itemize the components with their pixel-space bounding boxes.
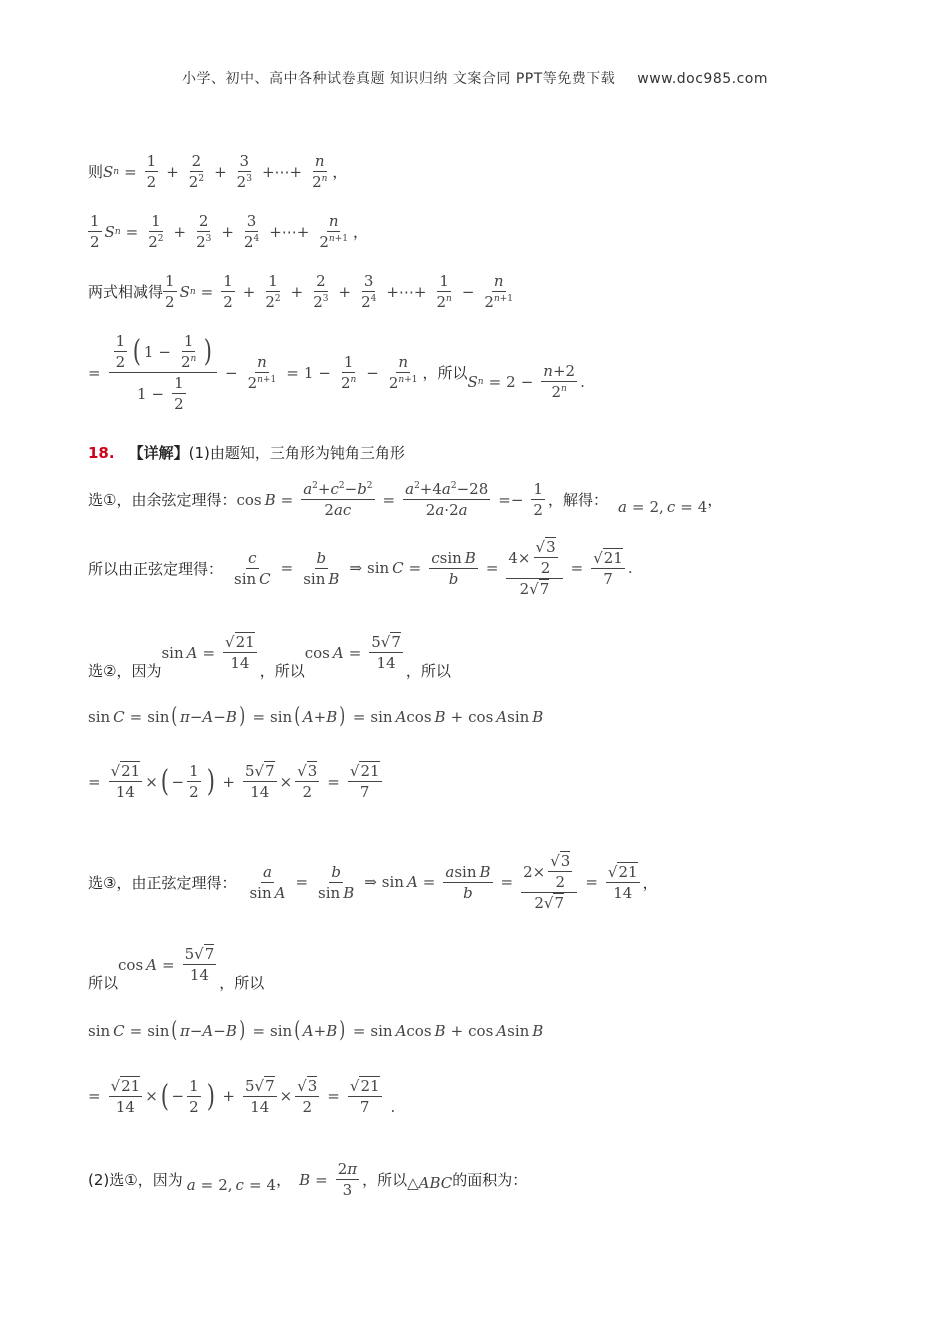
geometric-sum-formula: = $\frac{1}{2}$ ( 1 − $\frac{1}{2^n}$ ) 1 − $\frac{1}{2}$ − $\frac{n}{2^{n+1}}$ = 1 − $\frac{1}{2^n}$ − $\frac{n}{2^{n+1}}$ xyxy=(88,332,418,413)
part2-b-formula: B = $\frac{2\pi}{3}$ xyxy=(299,1160,358,1199)
liangshi-text: 两式相减得 xyxy=(88,283,164,301)
sinc-value-formula-1: = $\frac{√21}{14}$ × ( − $\frac{1}{2}$ ) + $\frac{5√7}{14}$ × $\frac{√3}{2}$ = $\frac{√21}{7}$ xyxy=(88,762,380,801)
xuan1-text-a: 选①，由余弦定理得： xyxy=(88,491,237,509)
sinc-expansion-formula-2: sin C = sin ( π − A − B ) = sin ( A + B ) = sin A cos B + cos A sin B xyxy=(88,1018,544,1043)
q18-number: 18. xyxy=(88,443,115,462)
xuan3-text-a: 选③，由正弦定理得： xyxy=(88,873,237,892)
sinc-value-line-2 xyxy=(88,1076,395,1116)
sn-definition-line xyxy=(88,152,347,191)
sinc-expansion-formula-1: sin C = sin ( π − A − B ) = sin ( A + B ) = sin A cos B + cos A sin B xyxy=(88,704,544,729)
cosa-formula-3: cos A = $\frac{5√7}{14}$ xyxy=(118,945,215,984)
suoyi-comma-text: ，所以 xyxy=(259,662,305,680)
sinc-value-line-1 xyxy=(88,762,385,801)
sine-law-formula-1: $\frac{c}{\text{sin C}}$ = $\frac{b}{\text{sin B}}$ ⇒ sin C = $\frac{\text{csin B}}{b}$ = 4× $\frac{√3}{2}$ 2√7 = $\frac{√21}{7}$ . xyxy=(234,538,633,598)
part2-text-a: (2)选①，因为 xyxy=(88,1171,183,1189)
comma-text: ， xyxy=(352,223,368,241)
subtract-formula: $\frac{1}{2}$ S n = $\frac{1}{2}$ + $\frac{1}{2^2}$ + $\frac{2}{2^3}$ + $\frac{3}{2^4}$ +⋯+ $\frac{1}{2^n}$ − $\frac{n}{2^{n+1}}$ xyxy=(165,272,514,311)
suoyi-comma-text: ，所以 xyxy=(405,662,451,680)
q18-tag: 【详解】 xyxy=(128,444,189,462)
sinc-expansion-line-2 xyxy=(88,1018,543,1043)
zhengxian1-text: 所以由正弦定理得： xyxy=(88,559,224,578)
suoyi-comma-text: ，所以 xyxy=(422,364,468,382)
comma-text: ， xyxy=(332,163,348,181)
page-header xyxy=(0,68,950,88)
subtract-line xyxy=(88,272,518,311)
ze-text: 则 xyxy=(88,163,104,181)
q18-heading xyxy=(88,442,405,463)
comma-text: ， xyxy=(642,873,658,892)
q18-intro: (1)由题知，三角形为钝角三角形 xyxy=(188,444,405,462)
xuan2-line xyxy=(88,624,451,681)
suoyi-comma-text: ，所以 xyxy=(362,1171,408,1189)
triangle-abc: △ ABC xyxy=(407,1173,453,1192)
header-url[interactable]: www.doc985.com xyxy=(637,71,769,87)
comma-text: ， xyxy=(276,1171,292,1189)
xuan3-line xyxy=(88,852,658,912)
sn-formula: S n = $\frac{1}{2}$ + $\frac{2}{2^2}$ + $\frac{3}{2^3}$ +⋯+ $\frac{n}{2^n}$ xyxy=(103,152,328,191)
half-sn-line xyxy=(88,212,368,251)
cosa-formula: cos A = $\frac{5√7}{14}$ xyxy=(304,633,401,672)
xuan1-line xyxy=(88,480,722,519)
cosine-law-formula: cos B = $\frac{a^2+c^2-b^2}{2ac}$ = $\frac{a^2+4a^2-28}{2a\cdot 2a}$ =− $\frac{1}{2}$ xyxy=(236,480,543,519)
sinc-value-formula-2: = $\frac{√21}{14}$ × ( − $\frac{1}{2}$ ) + $\frac{5√7}{14}$ × $\frac{√3}{2}$ = $\frac{√21}{7}$ . xyxy=(88,1076,396,1116)
comma-text: ， xyxy=(707,491,723,509)
geometric-sum-line xyxy=(88,332,585,413)
sina-formula: sin A = $\frac{√21}{14}$ xyxy=(161,633,255,672)
half-sn-formula: $\frac{1}{2}$ S n = $\frac{1}{2^2}$ + $\frac{2}{2^3}$ + $\frac{3}{2^4}$ +⋯+ $\frac{n}{2^{n+1}}$ xyxy=(90,212,348,251)
sine-law-formula-3: $\frac{a}{\text{sin A}}$ = $\frac{b}{\text{sin B}}$ ⇒ sin A = $\frac{\text{asin B}}{b}$ = 2× $\frac{√3}{2}$ 2√7 = $\frac{√21}{14}$ xyxy=(249,852,638,912)
ac-result-formula: a = 2, c = 4 xyxy=(617,497,708,516)
sn-result-formula: S n = 2 − $\frac{n+2}{2^n}$ . xyxy=(467,362,585,401)
part2-ac-formula: a = 2, c = 4 xyxy=(186,1175,277,1194)
part2-text-b: 的面积为： xyxy=(452,1171,528,1189)
xuan1-text-b: ，解得： xyxy=(547,491,608,509)
cosa-line-3 xyxy=(88,936,264,993)
header-text: 小学、初中、高中各种试卷真题 知识归纳 文案合同 PPT等免费下载 xyxy=(181,71,616,87)
sinc-expansion-line-1 xyxy=(88,704,543,729)
part2-line xyxy=(88,1160,527,1199)
sine-law-line-1 xyxy=(88,538,633,598)
xuan2-text-a: 选②，因为 xyxy=(88,662,162,680)
suoyi-text: 所以 xyxy=(88,974,119,992)
suoyi-comma-text: ，所以 xyxy=(219,974,265,992)
